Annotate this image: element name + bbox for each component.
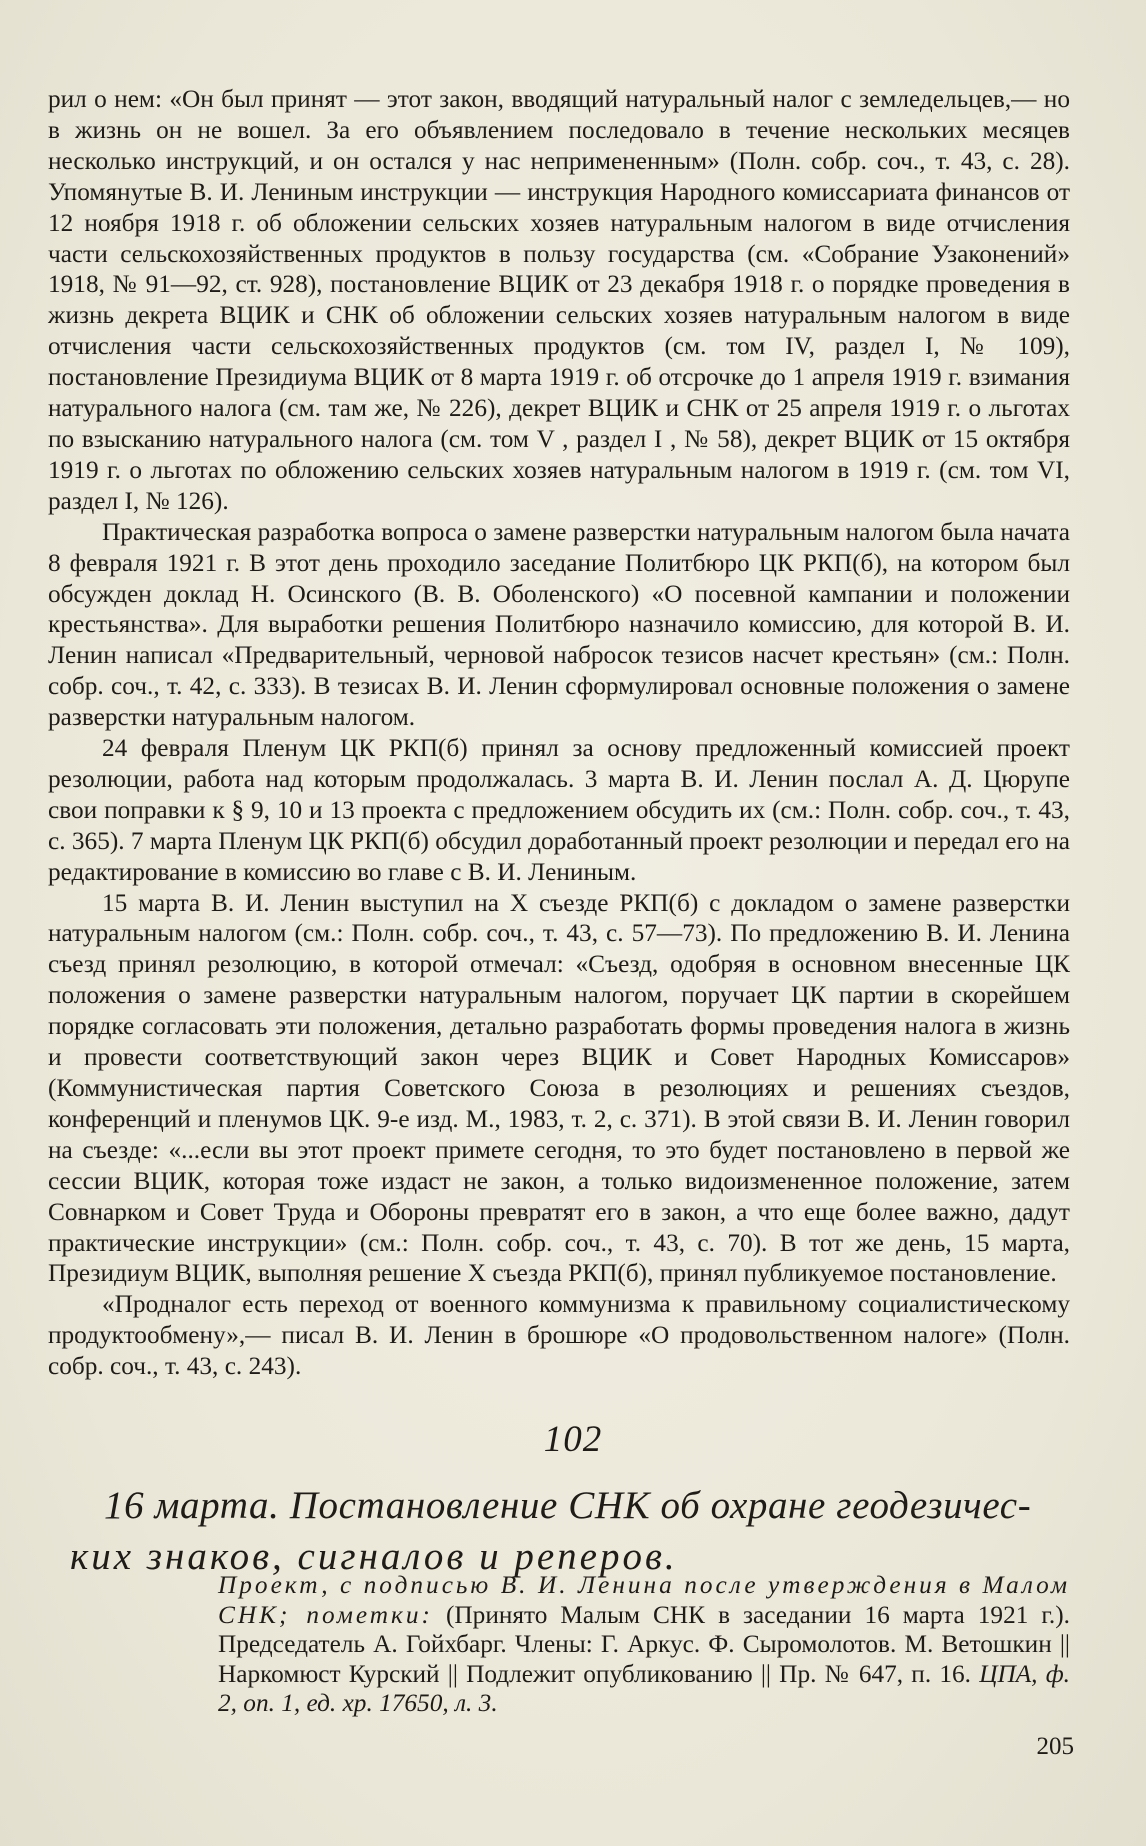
- commentary-text: [48, 84, 1070, 1382]
- paragraph-5: «Продналог есть переход от военного коммунизма к правильному социалистическому продуктообмену»,— писал В. И. Ленин в брошюре «О продовольственном налоге» (Полн. собр. соч., т. 43, с. 243).: [48, 1290, 1070, 1381]
- archival-source-note: [218, 1571, 1070, 1719]
- page-number: 205: [1036, 1733, 1074, 1760]
- source-note-prefix: Проект, с подписью В. И. Ленина после утверждения в Малом СНК; пометки:: [218, 1571, 1070, 1629]
- paragraph-1: рил о нем: «Он был принят — этот закон, вводящий натуральный налог с земледельцев,— но в жизнь он не вошел. За его объявлением последовало в течение нескольких месяцев несколько инструкций, и он остался у нас непримененным» (Полн. собр. соч., т. 43, с. 28). Упомянутые В. И. Лениным инструкции — инструкция Народного комиссариата финансов от 12 ноября 1918 г. об обложении сельских хозяев натуральным налогом в виде отчисления части сельскохозяйственных продуктов в пользу государства (см. «Собрание Узаконений» 1918, № 91—92, ст. 928), постановление ВЦИК от 23 декабря 1918 г. о порядке проведения в жизнь декрета ВЦИК и СНК об обложении сельских хозяев натуральным налогом в виде отчисления части сельскохозяйственных продуктов (см. том IV, раздел I, № 109), постановление Президиума ВЦИК от 8 марта 1919 г. об отсрочке до 1 апреля 1919 г. взимания натурального налога (см. там же, № 226), декрет ВЦИК и СНК от 25 апреля 1919 г. о льготах по взысканию натурального налога (см. том V , раздел I , № 58), декрет ВЦИК от 15 октября 1919 г. о льготах по обложению сельских хозяев натуральным налогом в 1919 г. (см. том VI, раздел I, № 126).: [48, 85, 1070, 515]
- paragraph-2: Практическая разработка вопроса о замене разверстки натуральным налогом была начата 8 февраля 1921 г. В этот день проходило заседание Политбюро ЦК РКП(б), на котором был обсужден доклад Н. Осинского (В. В. Оболенского) «О посевной кампании и положении крестьянства». Для выработки решения Политбюро назначило комиссию, для которой В. И. Ленин написал «Предварительный, черновой набросок тезисов насчет крестьян» (см.: Полн. собр. соч., т. 42, с. 333). В тезисах В. И. Ленин сформулировал основные положения о замене разверстки натуральным налогом.: [48, 517, 1070, 732]
- document-title: [70, 1480, 1070, 1582]
- document-title-line-1: 16 марта. Постановление СНК об охране геодезичес-: [104, 1484, 1032, 1527]
- paragraph-3: 24 февраля Пленум ЦК РКП(б) принял за основу предложенный комиссией проект резолюции, работа над которым продолжалась. 3 марта В. И. Ленин послал А. Д. Цюрупе свои поправки к § 9, 10 и 13 проекта с предложением обсудить их (см.: Полн. собр. соч., т. 43, с. 365). 7 марта Пленум ЦК РКП(б) обсудил доработанный проект резолюции и передал его на редактирование в комиссию во главе с В. И. Лениным.: [48, 734, 1070, 886]
- paragraph-4: 15 марта В. И. Ленин выступил на X съезде РКП(б) с докладом о замене разверстки натуральным налогом (см.: Полн. собр. соч., т. 43, с. 57—73). По предложению В. И. Ленина съезд принял резолюцию, в которой отмечал: «Съезд, одобряя в основном внесенные ЦК положения о замене разверстки натуральным налогом, поручает ЦК партии в скорейшем порядке согласовать эти положения, детально разработать формы проведения налога в жизнь и провести соответствующий закон через ВЦИК и Совет Народных Комиссаров» (Коммунистическая партия Советского Союза в резолюциях и решениях съездов, конференций и пленумов ЦК. 9-е изд. М., 1983, т. 2, с. 371). В этой связи В. И. Ленин говорил на съезде: «...если вы этот проект примете сегодня, то это будет постановлено в первой же сессии ВЦИК, которая тоже издаст не закон, а только видоизмененное положение, затем Совнарком и Совет Труда и Обороны превратят его в закон, а что еще более важно, дадут практические инструкции» (см.: Полн. собр. соч., т. 43, с. 70). В тот же день, 15 марта, Президиум ВЦИК, выполняя решение X съезда РКП(б), принял публикуемое постановление.: [48, 888, 1070, 1288]
- document-title-line-2: ких знаков, сигналов и реперов.: [70, 1535, 678, 1578]
- source-note-main: (Принято Малым СНК в заседании 16 марта 1921 г.). Председатель А. Гойхбарг. Члены: Г. Аркус. Ф. Сыромолотов. М. Ветошкин || Наркомюст Курский || Подлежит опубликованию || Пр. № 647, п. 16.: [218, 1600, 1070, 1688]
- source-note-archive: ЦПА, ф. 2, оп. 1, ед. хр. 17650, л. 3.: [218, 1659, 1070, 1718]
- document-number: 102: [543, 1419, 603, 1460]
